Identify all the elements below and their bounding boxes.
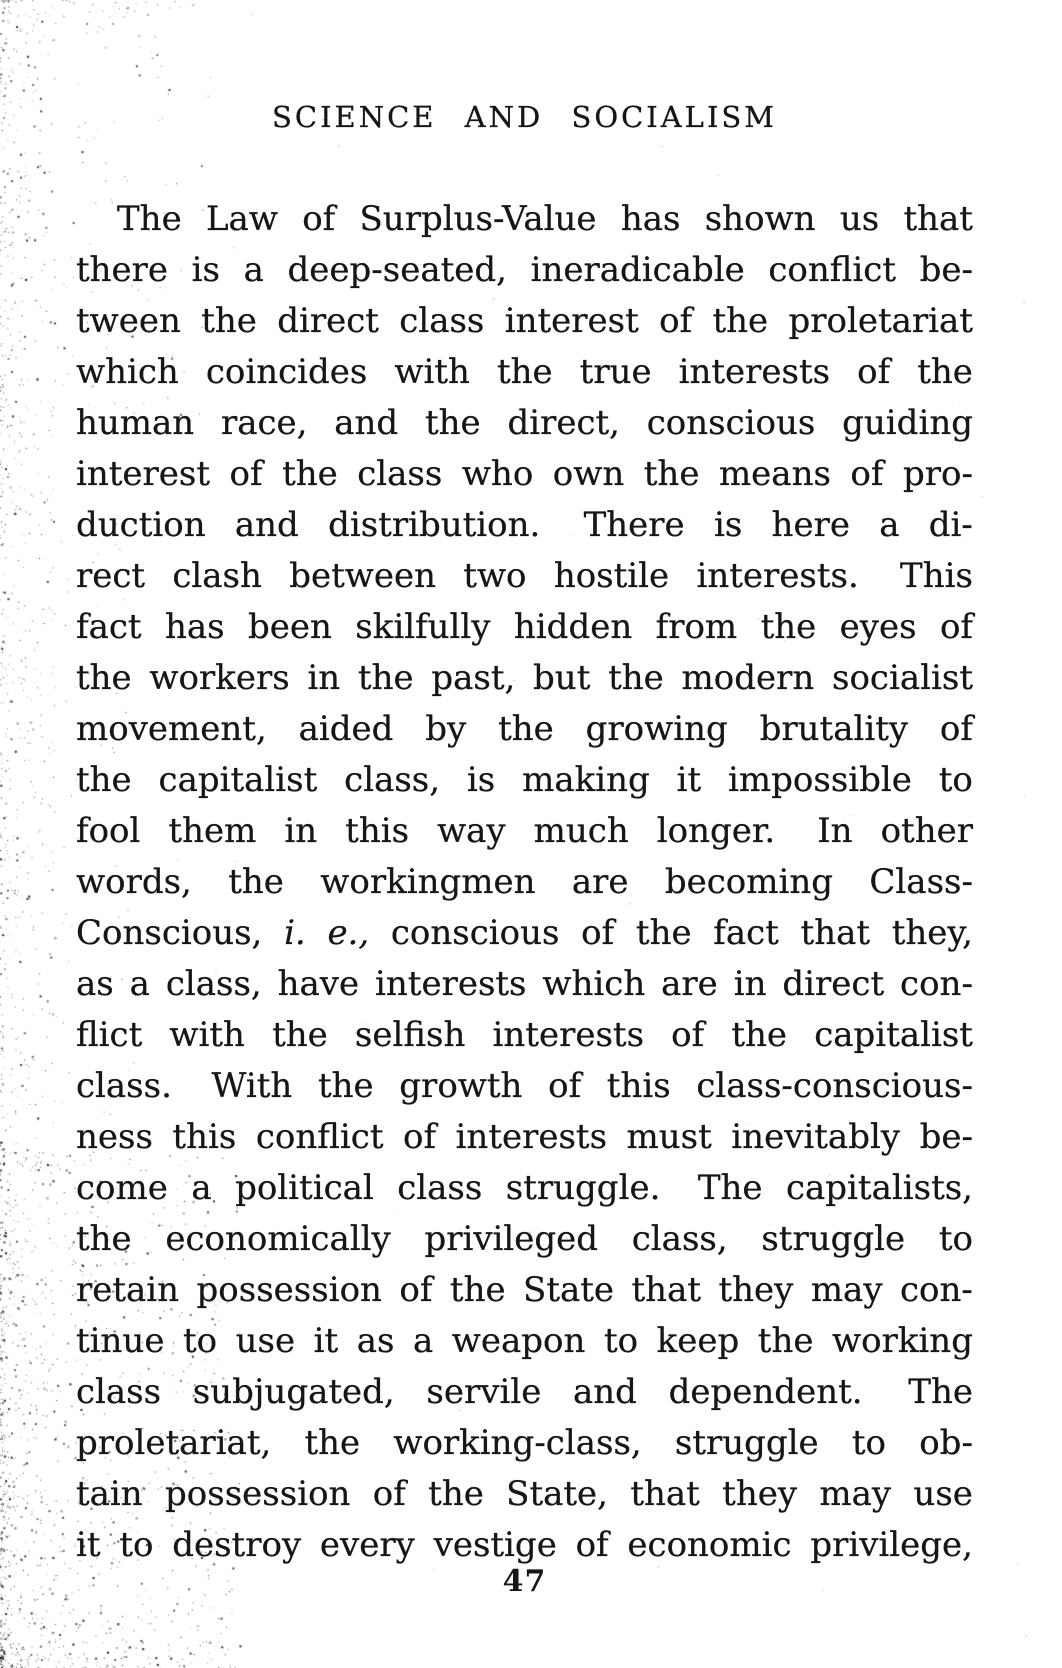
word: hidden [513, 607, 633, 647]
word: selfish [354, 1015, 466, 1055]
word: of [939, 607, 973, 647]
text-line [76, 1112, 973, 1163]
word: use [235, 1321, 296, 1361]
word: retain [76, 1270, 180, 1310]
word: are [571, 862, 629, 902]
word: aided [298, 709, 394, 749]
text-line [76, 1214, 973, 1265]
word: true [579, 352, 652, 392]
word: The [117, 199, 182, 239]
word: may [819, 1474, 892, 1514]
word: every [319, 1525, 415, 1565]
text-line [76, 1367, 973, 1418]
word: Conscious, [76, 913, 263, 953]
word: the [498, 709, 554, 749]
word: in [733, 964, 767, 1004]
text-line [76, 857, 973, 908]
word: words, [76, 862, 192, 902]
word: come [76, 1168, 168, 1208]
word: interest [504, 301, 639, 341]
word: which [76, 352, 179, 392]
word: of [399, 1270, 433, 1310]
word: human [76, 403, 195, 443]
word: ness [76, 1117, 153, 1157]
word: There [583, 505, 685, 545]
word: This [900, 556, 973, 596]
text-line [76, 347, 973, 398]
word: and [234, 505, 299, 545]
word: been [247, 607, 332, 647]
word: race, [220, 403, 308, 443]
word: tween [76, 301, 181, 341]
word: the [201, 301, 257, 341]
word: other [880, 811, 973, 851]
word: the [757, 1321, 814, 1361]
word: that [630, 1474, 700, 1514]
word: proletariat [788, 301, 973, 341]
word: of [302, 199, 336, 239]
word: as [356, 1321, 395, 1361]
page-text [76, 194, 973, 1571]
word: the [272, 1015, 328, 1055]
text-line [76, 1469, 973, 1520]
word: the [608, 658, 664, 698]
word: use [913, 1474, 973, 1514]
word: tinue [76, 1321, 165, 1361]
word: that [631, 1270, 702, 1310]
word: subjugated, [192, 1372, 395, 1412]
word: a [412, 1321, 434, 1361]
word: skilfully [355, 607, 491, 647]
word: tain [76, 1474, 143, 1514]
word: Surplus-Value [359, 199, 597, 239]
word: fool [76, 811, 141, 851]
word: of [229, 454, 263, 494]
word: economic [627, 1525, 792, 1565]
word: vestige [433, 1525, 557, 1565]
word: direct [782, 964, 885, 1004]
word: longer. [656, 811, 776, 851]
word: the [712, 301, 769, 341]
text-line [76, 551, 973, 602]
word: there [76, 250, 169, 290]
word: di- [928, 505, 973, 545]
word: growth [399, 1066, 523, 1106]
text-line [76, 245, 973, 296]
word: must [626, 1117, 712, 1157]
word: which [542, 964, 646, 1004]
running-head: SCIENCE AND SOCIALISM [272, 100, 777, 134]
word: they [722, 1474, 798, 1514]
word: making [522, 760, 650, 800]
word: With [211, 1066, 293, 1106]
word: them [168, 811, 257, 851]
word: class-conscious- [696, 1066, 973, 1106]
word: interest [76, 454, 211, 494]
text-line [76, 1061, 973, 1112]
word: workers [149, 658, 290, 698]
text-line [76, 1163, 973, 1214]
word: that [903, 199, 973, 239]
word: a [243, 250, 264, 290]
text-line [76, 908, 973, 959]
word: in [307, 658, 341, 698]
text-line [76, 1418, 973, 1469]
word: inevitably [731, 1117, 901, 1157]
word: here [771, 505, 850, 545]
word: privileged [424, 1219, 599, 1259]
text-line [76, 602, 973, 653]
word: the [643, 454, 700, 494]
word: of [581, 913, 615, 953]
word: e., [327, 913, 370, 953]
word: political [235, 1168, 374, 1208]
word: the [731, 1015, 788, 1055]
word: becoming [664, 862, 834, 902]
word: State [523, 1270, 615, 1310]
word: but [533, 658, 591, 698]
word: have [277, 964, 360, 1004]
word: economically [165, 1219, 391, 1259]
word: of [939, 709, 973, 749]
word: class, [631, 1219, 728, 1259]
word: conflict [255, 1117, 384, 1157]
word: of [850, 454, 884, 494]
text-line [76, 959, 973, 1010]
word: of [402, 1117, 437, 1157]
word: has [164, 607, 225, 647]
word: ineradicable [530, 250, 745, 290]
word: proletariat, [76, 1423, 272, 1463]
word: working-class, [393, 1423, 642, 1463]
word: brutality [759, 709, 909, 749]
word: State, [506, 1474, 608, 1514]
word: be- [919, 1117, 973, 1157]
word: a [879, 505, 900, 545]
word: is [713, 505, 743, 545]
word: the [282, 454, 338, 494]
word: the [917, 352, 973, 392]
word: class. [76, 1066, 172, 1106]
word: to [119, 1525, 154, 1565]
word: the [424, 403, 481, 443]
word: class, [165, 964, 262, 1004]
word: conscious [646, 403, 816, 443]
word: workingmen [320, 862, 536, 902]
word: servile [426, 1372, 542, 1412]
word: a [129, 964, 150, 1004]
text-line [76, 500, 973, 551]
word: and [573, 1372, 637, 1412]
word: with [394, 352, 470, 392]
word: between [289, 556, 436, 596]
word: possession [196, 1270, 382, 1310]
word: direct [277, 301, 379, 341]
word: of [575, 1525, 609, 1565]
word: has [620, 199, 681, 239]
word: and [334, 403, 399, 443]
word: of [548, 1066, 582, 1106]
word: growing [585, 709, 728, 749]
word: destroy [172, 1525, 302, 1565]
word: class [76, 1372, 162, 1412]
word: it [313, 1321, 339, 1361]
word: conflict [768, 250, 896, 290]
word: fact [713, 913, 779, 953]
word: to [938, 1219, 973, 1259]
text-line [76, 296, 973, 347]
word: interests [678, 352, 831, 392]
text-line [76, 755, 973, 806]
text-line [76, 449, 973, 500]
word: it [76, 1525, 101, 1565]
word: interests [455, 1117, 608, 1157]
word: dependent. [668, 1372, 863, 1412]
word: struggle. [505, 1168, 661, 1208]
word: the [635, 913, 692, 953]
word: be- [919, 250, 973, 290]
word: conscious [390, 913, 560, 953]
word: of [372, 1474, 406, 1514]
word: of [671, 1015, 705, 1055]
word: to [851, 1423, 887, 1463]
word: i. [284, 913, 306, 953]
word: way [437, 811, 506, 851]
word: to [182, 1321, 218, 1361]
word: that [800, 913, 871, 953]
word: keep [656, 1321, 740, 1361]
word: us [839, 199, 880, 239]
word: this [172, 1117, 237, 1157]
word: Class- [869, 862, 973, 902]
word: the [357, 658, 414, 698]
word: impossible [728, 760, 912, 800]
word: guiding [842, 403, 973, 443]
word: a [191, 1168, 212, 1208]
word: the [76, 1219, 132, 1259]
word: much [533, 811, 629, 851]
word: coincides [205, 352, 368, 392]
text-line [76, 704, 973, 755]
word: the [304, 1423, 361, 1463]
word: weapon [451, 1321, 586, 1361]
word: In [817, 811, 853, 851]
word: interests [375, 964, 527, 1004]
word: with [169, 1015, 245, 1055]
word: fact [76, 607, 142, 647]
word: may [810, 1270, 883, 1310]
text-line [76, 806, 973, 857]
word: as [76, 964, 114, 1004]
word: the [496, 352, 553, 392]
word: class [399, 301, 485, 341]
word: they [718, 1270, 794, 1310]
word: in [284, 811, 318, 851]
word: rect [76, 556, 146, 596]
word: is [466, 760, 496, 800]
word: flict [76, 1015, 143, 1055]
word: the [228, 862, 284, 902]
word: eyes [839, 607, 917, 647]
word: The [908, 1372, 973, 1412]
word: working [832, 1321, 973, 1361]
word: past, [431, 658, 516, 698]
word: direct, [507, 403, 620, 443]
word: is [191, 250, 220, 290]
word: means [718, 454, 831, 494]
word: who [461, 454, 534, 494]
word: con- [899, 1270, 973, 1310]
word: struggle [761, 1219, 906, 1259]
word: hostile [553, 556, 670, 596]
word: class [357, 454, 443, 494]
word: capitalists, [785, 1168, 973, 1208]
word: struggle [674, 1423, 819, 1463]
word: duction [76, 505, 206, 545]
word: two [463, 556, 527, 596]
word: this [345, 811, 410, 851]
word: to [938, 760, 973, 800]
word: own [552, 454, 625, 494]
word: the [76, 658, 132, 698]
word: capitalist [158, 760, 318, 800]
word: privilege, [810, 1525, 973, 1565]
word: the [760, 607, 817, 647]
word: of [857, 352, 891, 392]
word: capitalist [814, 1015, 973, 1055]
word: this [606, 1066, 671, 1106]
word: they, [891, 913, 973, 953]
word: from [655, 607, 738, 647]
word: pro- [902, 454, 973, 494]
text-line [76, 398, 973, 449]
word: by [425, 709, 467, 749]
word: interests. [696, 556, 859, 596]
word: the [76, 760, 132, 800]
word: movement, [76, 709, 267, 749]
word: ob- [919, 1423, 973, 1463]
word: class, [344, 760, 441, 800]
word: con- [900, 964, 973, 1004]
word: to [603, 1321, 639, 1361]
text-line [76, 1316, 973, 1367]
word: modern [681, 658, 815, 698]
word: deep-seated, [287, 250, 507, 290]
page-number: 47 [502, 1564, 547, 1599]
word: possession [165, 1474, 351, 1514]
word: the [317, 1066, 374, 1106]
text-line [76, 1265, 973, 1316]
text-line [76, 194, 973, 245]
word: distribution. [328, 505, 541, 545]
word: of [659, 301, 693, 341]
word: the [449, 1270, 506, 1310]
word: Law [205, 199, 278, 239]
text-line [76, 1010, 973, 1061]
word: it [676, 760, 702, 800]
word: class [397, 1168, 483, 1208]
word: interests [492, 1015, 645, 1055]
word: socialist [832, 658, 973, 698]
word: the [428, 1474, 484, 1514]
word: shown [704, 199, 816, 239]
word: The [697, 1168, 763, 1208]
text-line [76, 653, 973, 704]
word: are [661, 964, 718, 1004]
word: clash [172, 556, 262, 596]
